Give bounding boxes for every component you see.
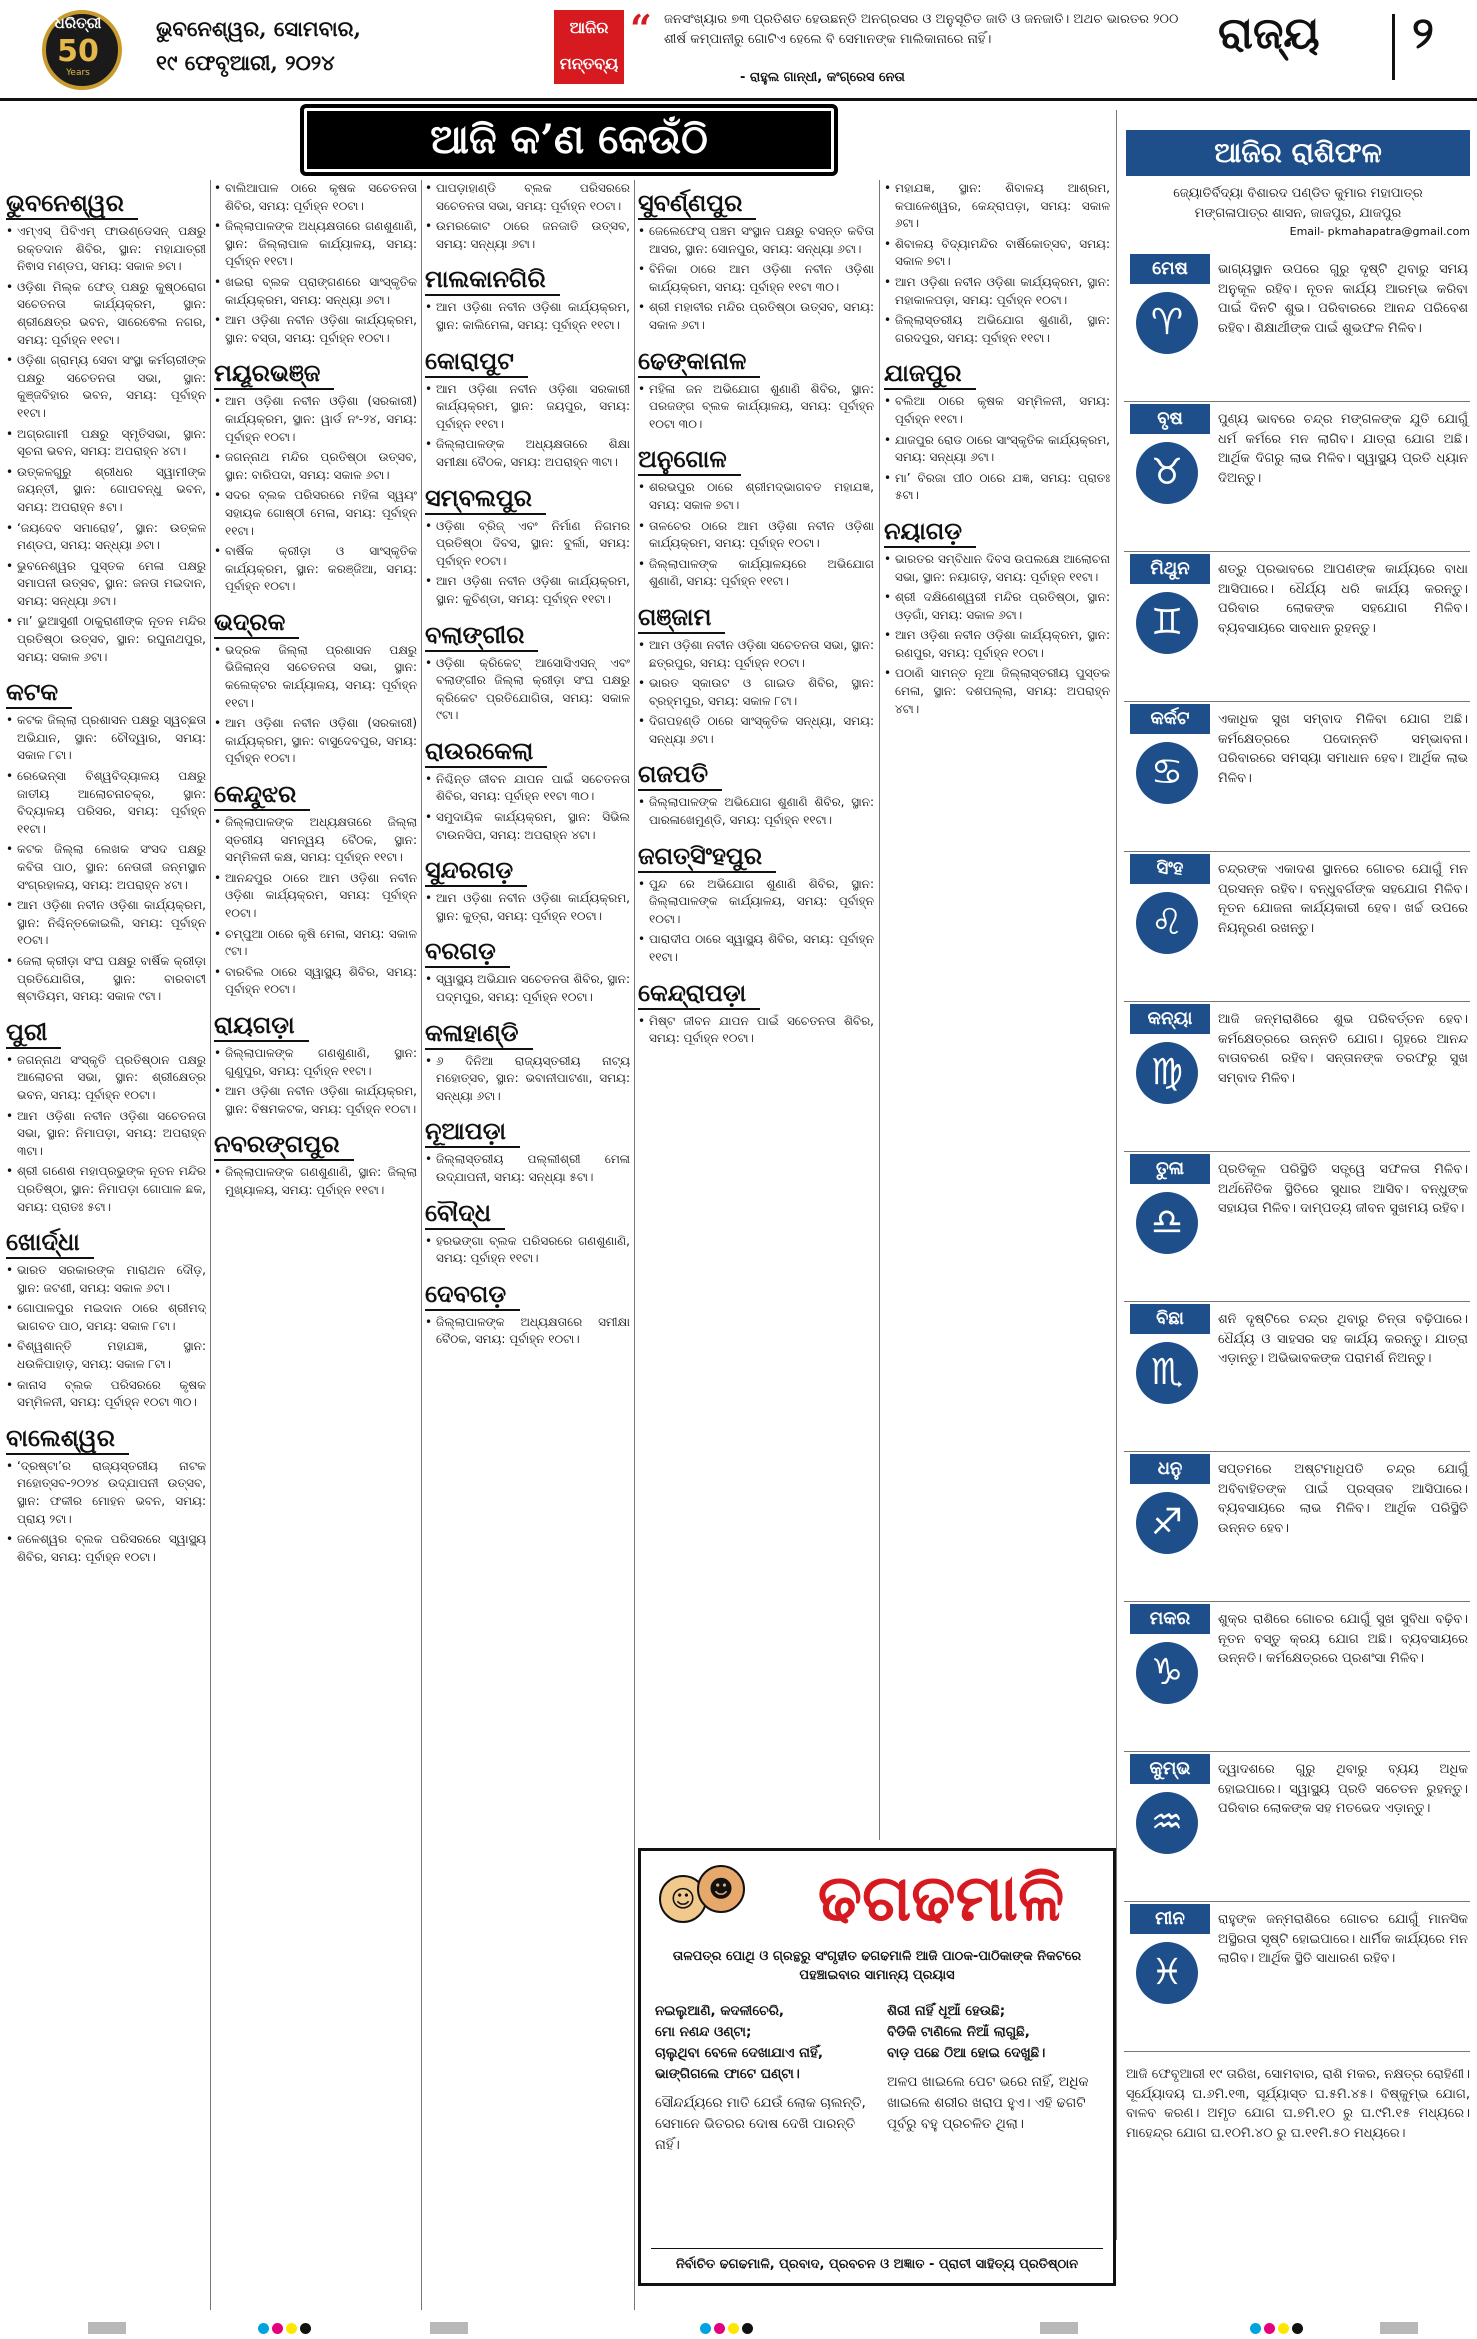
event-entry: • ଜଗନ୍ନାଥ ମନ୍ଦିର ପ୍ରତିଷ୍ଠା ଉତ୍ସବ, ସ୍ଥାନ: ବାରିପଦା, ସମୟ: ସକାଳ ୬ଟା।: [214, 449, 417, 484]
event-entry: • ସ୍ୱାସ୍ଥ୍ୟ ଅଭିଯାନ ସଚେତନତା ଶିବିର, ସ୍ଥାନ: ପଦ୍ମପୁର, ସମୟ: ପୂର୍ବାହ୍ନ ୧୦ଟା।: [425, 971, 630, 1006]
event-entry: • ଜେଲେଫେସ୍ ପଞ୍ଚମ ସଂସ୍ଥାନ ପକ୍ଷରୁ ବସନ୍ତ କବିତା ଆସର, ସ୍ଥାନ: ସୋନପୁର, ସମୟ: ସନ୍ଧ୍ୟା ୬ଟା।: [638, 223, 874, 258]
event-entry: • ବିଶ୍ୱଶାନ୍ତି ମହାଯଜ୍ଞ, ସ୍ଥାନ: ଧଉଳିପାହାଡ଼, ସମୟ: ସକାଳ ୮ଟା।: [6, 1338, 206, 1373]
district-heading: ମୟୂରଭଞ୍ଜ: [214, 358, 334, 390]
event-entry: • ଜିଲ୍ଲାପାଳଙ୍କ ଗଣଶୁଣାଣି, ସ୍ଥାନ: ଗୁଣୁପୁର, ସମୟ: ପୂର୍ବାହ୍ନ ୧୧ଟା।: [214, 1045, 417, 1080]
quote-text: ଜନସଂଖ୍ୟାର ୭୩ ପ୍ରତିଶତ ହେଉଛନ୍ତି ଅନଗ୍ରସର ଓ ଅନୁସୂଚିତ ଜାତି ଓ ଜନଜାତି। ଅଥଚ ଭାରତର ୨୦୦ ଶୀର୍ଷ କମ୍ପାନୀରୁ ଗୋଟିଏ ହେଲେ ବି ସେମାନଙ୍କ ମାଲିକାନାରେ ନାହିଁ।: [664, 12, 1179, 47]
column-rule: [210, 180, 211, 2310]
section-title: ରାଜ୍ୟ: [1218, 8, 1320, 59]
horoscope-sign-text: ଦ୍ୱାଦଶରେ ଗୁରୁ ଥିବାରୁ ବ୍ୟୟ ଅଧିକ ହୋଇପାରେ। ସ୍ୱାସ୍ଥ୍ୟ ପ୍ରତି ସଚେତନ ରୁହନ୍ତୁ। ପରିବାର ଲୋକଙ୍କ ସହ ମତଭେଦ ଏଡ଼ାନ୍ତୁ।: [1218, 1762, 1468, 1816]
event-entry: • ଶ୍ରୀ ଗଣେଶ ମହାପ୍ରଭୁଙ୍କ ନୂତନ ମନ୍ଦିର ପ୍ରତିଷ୍ଠା, ସ୍ଥାନ: ନିମାପଡ଼ା ଗୋପାଳ ଛକ, ସମୟ: ପ୍ରାତଃ ୫ଟା।: [6, 1163, 206, 1216]
quote-author: - ରାହୁଲ ଗାନ୍ଧୀ, କଂଗ୍ରେସ ନେତା: [740, 70, 905, 85]
event-entry: • ଆମ ଓଡ଼ିଶା ନବୀନ ଓଡ଼ିଶା କାର୍ଯ୍ୟକ୍ରମ, ସ୍ଥାନ: ନିଶ୍ଚିନ୍ତକୋଇଲି, ସମୟ: ପୂର୍ବାହ୍ନ ୧୦ଟା।: [6, 897, 206, 950]
event-entry: • ଜଳେଶ୍ୱର ବ୍ଲକ ପରିସରରେ ସ୍ୱାସ୍ଥ୍ୟ ଶିବିର, ସମୟ: ପୂର୍ବାହ୍ନ ୧୦ଟା।: [6, 1531, 206, 1566]
proverb-verse-right: [887, 2001, 1099, 2135]
masthead: [0, 0, 1477, 101]
proverb-title: ଢଗଢମାଳି: [817, 1861, 1065, 1936]
event-entry: • ଉତ୍କଳଗୁରୁ ଶ୍ରୀଧର ସ୍ୱାମୀଙ୍କ ଜୟନ୍ତୀ, ସ୍ଥାନ: ଗୋପବନ୍ଧୁ ଭବନ, ସମୟ: ଅପରାହ୍ନ ୫ଟା।: [6, 464, 206, 517]
event-entry: • ମହିଳା ଜନ ଅଭିଯୋଗ ଶୁଣାଣି ଶିବିର, ସ୍ଥାନ: ପରଜଙ୍ଗ ବ୍ଲକ କାର୍ଯ୍ୟାଳୟ, ସମୟ: ପୂର୍ବାହ୍ନ ୧୦ଟା ୩୦।: [638, 381, 874, 434]
district-heading: ବରଗଡ଼: [425, 936, 510, 968]
horoscope-sign-block: [1124, 554, 1470, 702]
quote-mark-icon: “: [630, 6, 652, 51]
event-entry: • ଆମ ଓଡ଼ିଶା ନବୀନ ଓଡ଼ିଶା କାର୍ଯ୍ୟକ୍ରମ, ସ୍ଥାନ: କୁତ୍ରା, ସମୟ: ପୂର୍ବାହ୍ନ ୧୦ଟା।: [425, 890, 630, 925]
events-column-2: [214, 180, 417, 2320]
events-column-3: [425, 180, 630, 2320]
event-entry: • ବାର୍ଷିକ କ୍ରୀଡ଼ା ଓ ସାଂସ୍କୃତିକ କାର୍ଯ୍ୟକ୍ରମ, ସ୍ଥାନ: କରଞ୍ଜିଆ, ସମୟ: ପୂର୍ବାହ୍ନ ୧୦ଟା।: [214, 543, 417, 596]
astrologer-name: ଜ୍ୟୋତିର୍ବିଦ୍ୟା ବିଶାରଦ ପଣ୍ଡିତ କୁମାର ମହାପାତ୍ର: [1173, 186, 1423, 201]
event-entry: • ଦିଗପହଣ୍ଡି ଠାରେ ସାଂସ୍କୃତିକ ସନ୍ଧ୍ୟା, ସମୟ: ସନ୍ଧ୍ୟା ୬ଟା।: [638, 713, 874, 748]
horoscope-sign-text: ପୁଣ୍ୟ ଭାବରେ ଚନ୍ଦ୍ର ମଙ୍ଗଳଙ୍କ ଯୁତି ଯୋଗୁଁ ଧର୍ମ କର୍ମରେ ମନ ଲାଗିବ। ଯାତ୍ରା ଯୋଗ ଅଛି। ଆର୍ଥିକ ଦିଗରୁ ଲାଭ ମିଳିବ। ସ୍ୱାସ୍ଥ୍ୟ ପ୍ରତି ଧ୍ୟାନ ଦିଅନ୍ତୁ।: [1218, 412, 1468, 486]
zodiac-icon: ♈: [1136, 292, 1198, 354]
district-heading: ରାଉରକେଲା: [425, 736, 547, 768]
event-entry: • ପାପଡ଼ାହାଣ୍ଡି ବ୍ଲକ ପରିସରରେ ସଚେତନତା ସଭା, ସମୟ: ପୂର୍ବାହ୍ନ ୧୦ଟା।: [425, 180, 630, 215]
event-entry: • ଆମ ଓଡ଼ିଶା ନବୀନ ଓଡ଼ିଶା ସଚେତନତା ସଭା, ସ୍ଥାନ: ନିମାପଡ଼ା, ସମୟ: ଅପରାହ୍ନ ୩ଟା।: [6, 1108, 206, 1161]
event-entry: • ଆମ ଓଡ଼ିଶା ନବୀନ ଓଡ଼ିଶା କାର୍ଯ୍ୟକ୍ରମ, ସ୍ଥାନ: ବସ୍ତା, ସମୟ: ପୂର୍ବାହ୍ନ ୧୦ଟା।: [214, 312, 417, 347]
registration-dot-yellow: [728, 2323, 739, 2334]
column-rule: [879, 180, 880, 1840]
horoscope-sign-text: ଭାଗ୍ୟସ୍ଥାନ ଉପରେ ଗୁରୁ ଦୃଷ୍ଟି ଥିବାରୁ ସମୟ ଅନୁକୂଳ ରହିବ। ନୂତନ କାର୍ଯ୍ୟ ଆରମ୍ଭ କରିବା ପାଇଁ ଦିନଟି ଶୁଭ। ପରିବାରରେ ଆନନ୍ଦ ପରିବେଶ ରହିବ। ଶିକ୍ଷାର୍ଥୀଙ୍କ ପାଇଁ ଶୁଭଫଳ ମିଳିବ।: [1218, 262, 1468, 336]
registration-dot-black: [300, 2323, 311, 2334]
horoscope-sign-text: ରାହୁଙ୍କ ଜନ୍ମରାଶିରେ ଗୋଚର ଯୋଗୁଁ ମାନସିକ ଅସ୍ଥିରତା ସୃଷ୍ଟି ହୋଇପାରେ। ଧାର୍ମିକ କାର୍ଯ୍ୟରେ ମନ ଲାଗିବ। ଆର୍ଥିକ ସ୍ଥିତି ସାଧାରଣ ରହିବ।: [1218, 1912, 1468, 1966]
cartoon-face-icon: ☻: [697, 1865, 745, 1913]
event-entry: • ଅଗ୍ରଗାମୀ ପକ୍ଷରୁ ସ୍ମୃତିସଭା, ସ୍ଥାନ: ସୂଚନା ଭବନ, ସମୟ: ଅପରାହ୍ନ ୪ଟା।: [6, 426, 206, 461]
event-entry: • ଜିଲ୍ଲାପାଳଙ୍କ ଗଣଶୁଣାଣି, ସ୍ଥାନ: ଜିଲ୍ଲା ମୁଖ୍ୟାଳୟ, ସମୟ: ପୂର୍ବାହ୍ନ ୧୧ଟା।: [214, 1164, 417, 1199]
district-heading: ଭଦ୍ରକ: [214, 607, 299, 639]
event-entry: • ‘ଜୟଦେବ ସମାରୋହ’, ସ୍ଥାନ: ଉତ୍କଳ ମଣ୍ଡପ, ସମୟ: ସନ୍ଧ୍ୟା ୬ଟା।: [6, 520, 206, 555]
page-number: ୨: [1412, 8, 1434, 59]
horoscope-divider: [1124, 1301, 1470, 1302]
horoscope-sign-text: ସପ୍ତମରେ ଅଷ୍ଟମାଧିପତି ଚନ୍ଦ୍ର ଯୋଗୁଁ ଅବିବାହିତଙ୍କ ପାଇଁ ପ୍ରସ୍ତାବ ଆସିପାରେ। ବ୍ୟବସାୟରେ ଲାଭ ମିଳିବ। ଆର୍ଥିକ ପରିସ୍ଥିତି ଉନ୍ନତ ହେବ।: [1218, 1462, 1468, 1536]
horoscope-sign-label: ଧନୁ: [1130, 1454, 1210, 1484]
events-column-4: [638, 180, 874, 1840]
registration-dot-cyan: [258, 2323, 269, 2334]
cartoon-face-icon: ☺: [659, 1875, 707, 1923]
event-entry: • ଯାଜପୁର ରୋଡ ଠାରେ ସାଂସ୍କୃତିକ କାର୍ଯ୍ୟକ୍ରମ, ସମୟ: ସନ୍ଧ୍ୟା ୬ଟା।: [884, 432, 1110, 467]
event-entry: • ଜିଲ୍ଲାସ୍ତରୀୟ ପଲ୍ଲୀଶ୍ରୀ ମେଳା ଉଦ୍‌ଯାପନୀ, ସମୟ: ସନ୍ଧ୍ୟା ୫ଟା।: [425, 1151, 630, 1186]
registration-dot-magenta: [714, 2323, 725, 2334]
district-heading: ନୟାଗଡ଼: [884, 516, 976, 548]
district-heading: ଗଞ୍ଜାମ: [638, 602, 725, 634]
event-entry: • ଜିଲ୍ଲାପାଳଙ୍କ ଅଧ୍ୟକ୍ଷତାରେ ସମୀକ୍ଷା ବୈଠକ, ସମୟ: ପୂର୍ବାହ୍ନ ୧୦ଟା।: [425, 1314, 630, 1349]
horoscope-sign-label: କର୍କଟ: [1130, 704, 1210, 734]
horoscope-sign-block: [1124, 1004, 1470, 1152]
section-divider: [1392, 14, 1395, 80]
dateline: [156, 12, 396, 80]
event-entry: • ବିନିକା ଠାରେ ଆମ ଓଡ଼ିଶା ନବୀନ ଓଡ଼ିଶା କାର୍ଯ୍ୟକ୍ରମ, ସମୟ: ପୂର୍ବାହ୍ନ ୧୧ଟା ୩୦।: [638, 261, 874, 296]
district-heading: ନୂଆପଡ଼ା: [425, 1116, 520, 1148]
event-entry: • ଜିଲ୍ଲାପାଳଙ୍କ ଅଭିଯୋଗ ଶୁଣାଣି ଶିବିର, ସ୍ଥାନ: ପାରଳାଖେମୁଣ୍ଡି, ସମୟ: ପୂର୍ବାହ୍ନ ୧୧ଟା।: [638, 794, 874, 829]
logo-anniversary-number: 50: [57, 34, 99, 69]
proverb-verse-left: [655, 2001, 867, 2156]
horoscope-sign-text: ପ୍ରତିକୂଳ ପରିସ୍ଥିତି ସତ୍ତ୍ୱେ ସଫଳତା ମିଳିବ। ଅର୍ଥନୈତିକ ସ୍ଥିତିରେ ସୁଧାର ଆସିବ। ବନ୍ଧୁଙ୍କ ସହାୟତା ମିଳିବ। ଦାମ୍ପତ୍ୟ ଜୀବନ ସୁଖମୟ ରହିବ।: [1218, 1162, 1468, 1216]
horoscope-sign-label: ବୃଷ: [1130, 404, 1210, 434]
proverb-box: [638, 1848, 1116, 2286]
event-entry: • ଭୁବନେଶ୍ୱର ପୁସ୍ତକ ମେଳା ପକ୍ଷରୁ ସମାପନୀ ଉତ୍ସବ, ସ୍ଥାନ: ଜନତା ମଇଦାନ, ସମୟ: ସନ୍ଧ୍ୟା ୬ଟା।: [6, 558, 206, 611]
horoscope-sign-block: [1124, 1304, 1470, 1452]
zodiac-icon: ♓: [1136, 1942, 1198, 2004]
horoscope-sign-block: [1124, 1904, 1470, 2052]
event-entry: • ଆମ ଓଡ଼ିଶା ନବୀନ ଓଡ଼ିଶା ସରକାରୀ କାର୍ଯ୍ୟକ୍ରମ, ସ୍ଥାନ: ଜୟପୁର, ସମୟ: ପୂର୍ବାହ୍ନ ୧୧ଟା।: [425, 381, 630, 434]
horoscope-sign-block: [1124, 1154, 1470, 1302]
dateline-place-day: ଭୁବନେଶ୍ୱର, ସୋମବାର,: [156, 16, 361, 41]
event-entry: • ବଲିଆ ଠାରେ କୃଷକ ସମ୍ମିଳନୀ, ସମୟ: ପୂର୍ବାହ୍ନ ୧୧ଟା।: [884, 393, 1110, 428]
proverb-line: ଅଳପ ଖାଇଲେ ପେଟ ଭରେ ନାହିଁ, ଅଧିକ ଖାଇଲେ ଶରୀର ଖରାପ ହୁଏ। ଏହି ଢଗଟି ପୂର୍ବରୁ ବହୁ ପ୍ରଚଳିତ ଥିଲା।: [887, 2074, 1089, 2132]
district-heading: ଜଗତ୍‌ସିଂହପୁର: [638, 841, 776, 873]
horoscope-sign-label: କନ୍ୟା: [1130, 1004, 1210, 1034]
proverb-line: ସୌନ୍ଦର୍ଯ୍ୟରେ ମାତି ଯେଉଁ ଲୋକ ଚାଲନ୍ତି, ସେମାନେ ଭିତରର ଦୋଷ ଦେଖି ପାରନ୍ତି ନାହିଁ।: [655, 2095, 866, 2153]
registration-dot-yellow: [286, 2323, 297, 2334]
panjika-text: ଆଜି ଫେବୃଆରୀ ୧୯ ତାରିଖ, ସୋମବାର, ରାଶି ମକର, ନକ୍ଷତ୍ର ରୋହିଣୀ। ସୂର୍ଯ୍ୟୋଦୟ ଘ.୬ମି.୧୩, ସୂର୍ଯ୍ୟାସ୍ତ ଘ.୫ମି.୪୫। ବିଷ୍କୁମ୍ଭ ଯୋଗ, ବାଳବ କରଣ। ଅମୃତ ଯୋଗ ଘ.୭ମି.୧୦ ରୁ ଘ.୯ମି.୧୫ ମଧ୍ୟରେ। ମାହେନ୍ଦ୍ର ଯୋଗ ଘ.୧୦ମି.୪୦ ରୁ ଘ.୧୧ମି.୫୦ ମଧ୍ୟରେ।: [1126, 2067, 1470, 2141]
horoscope-divider: [1124, 701, 1470, 702]
district-heading: ଅନୁଗୋଳ: [638, 444, 741, 476]
astrologer-address: ମଙ୍ଗଳାପାତ୍ର ଶାସନ, ଜାଜପୁର, ଯାଜପୁର: [1194, 206, 1402, 221]
horoscope-sign-text: ଏକାଧିକ ସୁଖ ସମ୍ବାଦ ମିଳିବା ଯୋଗ ଅଛି। କର୍ମକ୍ଷେତ୍ରରେ ପଦୋନ୍ନତି ସମ୍ଭାବନା। ପରିବାରରେ ସମସ୍ୟା ସମାଧାନ ହେବ। ଆର୍ଥିକ ଲାଭ ମିଳିବ।: [1218, 712, 1468, 786]
event-entry: • ବାରବିଲ ଠାରେ ସ୍ୱାସ୍ଥ୍ୟ ଶିବିର, ସମୟ: ପୂର୍ବାହ୍ନ ୧୦ଟା।: [214, 964, 417, 999]
proverb-line: ମୋ ନଣନ୍ଦ ଓଣ୍ଟା;: [655, 2024, 752, 2040]
registration-dot-magenta: [272, 2323, 283, 2334]
horoscope-divider: [1124, 1151, 1470, 1152]
horoscope-sign-label: ସିଂହ: [1130, 854, 1210, 884]
event-entry: • ଆମ ଓଡ଼ିଶା ନବୀନ ଓଡ଼ିଶା କାର୍ଯ୍ୟକ୍ରମ, ସ୍ଥାନ: ବିଷମକଟକ, ସମୟ: ପୂର୍ବାହ୍ନ ୧୦ଟା।: [214, 1083, 417, 1118]
zodiac-icon: ♊: [1136, 592, 1198, 654]
registration-bar: [88, 2322, 126, 2334]
horoscope-divider: [1124, 1451, 1470, 1452]
district-heading: ରାୟଗଡ଼ା: [214, 1010, 309, 1042]
event-entry: • ଶରଭପୁର ଠାରେ ଶ୍ରୀମଦ୍ଭାଗବତ ମହାଯଜ୍ଞ, ସମୟ: ସକାଳ ୭ଟା।: [638, 479, 874, 514]
registration-bar: [1380, 2322, 1418, 2334]
event-entry: • ଗୋପାଳପୁର ମଇଦାନ ଠାରେ ଶ୍ରୀମଦ୍ ଭାଗବତ ପାଠ, ସମୟ: ସକାଳ ୮ଟା।: [6, 1300, 206, 1335]
horoscope-divider: [1124, 1001, 1470, 1002]
district-heading: ମାଲକାନଗିରି: [425, 264, 560, 296]
event-entry: • ମହାଯଜ୍ଞ, ସ୍ଥାନ: ଶିବାଳୟ ଆଶ୍ରମ, କପାଳେଶ୍ୱର, କେନ୍ଦ୍ରାପଡ଼ା, ସମୟ: ସକାଳ ୬ଟା।: [884, 180, 1110, 233]
district-heading: କେନ୍ଦ୍ରାପଡ଼ା: [638, 978, 760, 1010]
horoscope-divider: [1124, 2051, 1470, 2052]
event-entry: • ଆନନ୍ଦପୁର ଠାରେ ଆମ ଓଡ଼ିଶା ନବୀନ ଓଡ଼ିଶା କାର୍ଯ୍ୟକ୍ରମ, ସମୟ: ପୂର୍ବାହ୍ନ ୧୦ଟା।: [214, 870, 417, 923]
registration-bar: [1040, 2322, 1078, 2334]
district-heading: ସୁବର୍ଣ୍ଣପୁର: [638, 188, 756, 220]
zodiac-icon: ♐: [1136, 1492, 1198, 1554]
zodiac-icon: ♋: [1136, 742, 1198, 804]
district-heading: ଯାଜପୁର: [884, 358, 976, 390]
horoscope-divider: [1124, 401, 1470, 402]
horoscope-sign-text: ଶନି ଦୃଷ୍ଟିରେ ଚନ୍ଦ୍ର ଥିବାରୁ ଚିନ୍ତା ବଢ଼ିପାରେ। ଧୈର୍ଯ୍ୟ ଓ ସାହସର ସହ କାର୍ଯ୍ୟ କରନ୍ତୁ। ଯାତ୍ରା ଏଡ଼ାନ୍ତୁ। ଅଭିଭାବକଙ୍କ ପରାମର୍ଶ ନିଅନ୍ତୁ।: [1218, 1312, 1468, 1366]
registration-dot-black: [742, 2323, 753, 2334]
event-entry: • ଉମରକୋଟ ଠାରେ ଜନଜାତି ଉତ୍ସବ, ସମୟ: ସନ୍ଧ୍ୟା ୬ଟା।: [425, 218, 630, 253]
event-entry: • ଆମ ଓଡ଼ିଶା ନବୀନ ଓଡ଼ିଶା କାର୍ଯ୍ୟକ୍ରମ, ସ୍ଥାନ: କୁଚିଣ୍ଡା, ସମୟ: ପୂର୍ବାହ୍ନ ୧୧ଟା।: [425, 573, 630, 608]
horoscope-divider: [1124, 1901, 1470, 1902]
horoscope-sign-block: [1124, 404, 1470, 552]
column-rule: [421, 180, 422, 2310]
logo-years-label: Years: [66, 68, 90, 78]
horoscope-divider: [1124, 1751, 1470, 1752]
district-heading: କଳାହାଣ୍ଡି: [425, 1018, 533, 1050]
registration-dot-cyan: [700, 2323, 711, 2334]
events-column-1: [6, 180, 206, 2300]
district-heading: ଗଜପତି: [638, 759, 722, 791]
district-heading: ବଲାଙ୍ଗୀର: [425, 620, 538, 652]
district-heading: କୋରାପୁଟ: [425, 346, 528, 378]
district-heading: ଢେଙ୍କାନାଳ: [638, 346, 760, 378]
registration-dot-magenta: [1264, 2323, 1275, 2334]
event-entry: • ଜିଲ୍ଲାପାଳଙ୍କ ଅଧ୍ୟକ୍ଷତାରେ ଜିଲ୍ଲା ସ୍ତରୀୟ ସମନ୍ୱୟ ବୈଠକ, ସ୍ଥାନ: ସମ୍ମିଳନୀ କକ୍ଷ, ସମୟ: ପୂର୍ବାହ୍ନ ୧୧ଟା।: [214, 814, 417, 867]
proverb-credit: ନିର୍ବାଚିତ ଢଗଢମାଳି, ପ୍ରବାଦ, ପ୍ରବଚନ ଓ ଅଜ୍ଞାତ - ପ୍ରାଚୀ ସାହିତ୍ୟ ପ୍ରତିଷ୍ଠାନ: [651, 2248, 1103, 2275]
quote-of-the-day-tag: ଆଜିର ମନ୍ତବ୍ୟ: [554, 10, 624, 84]
event-entry: • ଖଇରା ବ୍ଲକ ପ୍ରାଙ୍ଗଣରେ ସାଂସ୍କୃତିକ କାର୍ଯ୍ୟକ୍ରମ, ସମୟ: ସନ୍ଧ୍ୟା ୬ଟା।: [214, 274, 417, 309]
horoscope-sign-block: [1124, 1754, 1470, 1902]
proverb-line: ନଇଲୁଆଣି, କଦଳୀଚେରି,: [655, 2003, 785, 2019]
event-entry: • ଓଡ଼ିଶା ଗ୍ରାମ୍ୟ ସେବା ସଂସ୍ଥା କର୍ମଚାରୀଙ୍କ ପକ୍ଷରୁ ସଚେତନତା ସଭା, ସ୍ଥାନ: କୁଞ୍ଜବିହାର ଭବନ, ସମୟ: ପୂର୍ବାହ୍ନ ୧୧ଟା।: [6, 352, 206, 422]
district-heading: ସମ୍ବଲପୁର: [425, 483, 546, 515]
proverb-line: ବାଡ଼ ପଛେ ଠିଆ ହୋଇ ଦେଖୁଛି।: [887, 2045, 1046, 2061]
event-entry: • ଭାରତର ସମ୍ବିଧାନ ଦିବସ ଉପଲକ୍ଷେ ଆଲୋଚନା ସଭା, ସ୍ଥାନ: ନୟାଗଡ଼, ସମୟ: ପୂର୍ବାହ୍ନ ୧୧ଟା।: [884, 551, 1110, 586]
horoscope-divider: [1124, 1601, 1470, 1602]
event-entry: • ରେଭେନ୍ସା ବିଶ୍ୱବିଦ୍ୟାଳୟ ପକ୍ଷରୁ ଜାତୀୟ ଆଲୋଚନାଚକ୍ର, ସ୍ଥାନ: ବିଦ୍ୟାଳୟ ପରିସର, ସମୟ: ପୂର୍ବାହ୍ନ ୧୧ଟା।: [6, 768, 206, 838]
zodiac-icon: ♌: [1136, 892, 1198, 954]
event-entry: • ମା’ ବିରଜା ପୀଠ ଠାରେ ଯଜ୍ଞ, ସମୟ: ପ୍ରାତଃ ୫ଟା।: [884, 470, 1110, 505]
event-entry: • ଶ୍ରୀ ମହାବୀର ମନ୍ଦିର ପ୍ରତିଷ୍ଠା ଉତ୍ସବ, ସମୟ: ସକାଳ ୬ଟା।: [638, 299, 874, 334]
event-entry: • ବାଲିଆପାଳ ଠାରେ କୃଷକ ସଚେତନତା ଶିବିର, ସମୟ: ପୂର୍ବାହ୍ନ ୧୦ଟା।: [214, 180, 417, 215]
horoscope-title: ଆଜିର ରାଶିଫଳ: [1126, 130, 1470, 176]
registration-dot-yellow: [1278, 2323, 1289, 2334]
event-entry: • ଭଦ୍ରକ ଜିଲ୍ଲା ପ୍ରଶାସନ ପକ୍ଷରୁ ଭିଜିଲାନ୍ସ ସଚେତନତା ସଭା, ସ୍ଥାନ: କଲେକ୍ଟର କାର୍ଯ୍ୟାଳୟ, ସମୟ: ପୂର୍ବାହ୍ନ ୧୧ଟା।: [214, 642, 417, 712]
event-entry: • ଭାରତ ସରକାରଙ୍କ ମାରାଥନ ଦୌଡ଼, ସ୍ଥାନ: ଜଟଣୀ, ସମୟ: ସକାଳ ୬ଟା।: [6, 1262, 206, 1297]
logo-text: ଧରିତ୍ରୀ: [54, 14, 102, 32]
district-heading: ବୌଦ୍ଧ: [425, 1198, 505, 1230]
horoscope-divider: [1124, 851, 1470, 852]
event-entry: • କାନାସ ବ୍ଲକ ପରିସରରେ କୃଷକ ସମ୍ମିଳନୀ, ସମୟ: ପୂର୍ବାହ୍ନ ୧୦ଟା ୩୦।: [6, 1377, 206, 1412]
events-banner-title: ଆଜି କ’ଣ କେଉଁଠି: [300, 104, 838, 176]
horoscope-sign-text: ଚନ୍ଦ୍ରଙ୍କ ଏକାଦଶ ସ୍ଥାନରେ ଗୋଚର ଯୋଗୁଁ ମନ ପ୍ରସନ୍ନ ରହିବ। ବନ୍ଧୁବର୍ଗଙ୍କ ସହଯୋଗ ମିଳିବ। ନୂତନ ଯୋଜନା କାର୍ଯ୍ୟକାରୀ ହେବ। ଖର୍ଚ୍ଚ ଉପରେ ନିୟନ୍ତ୍ରଣ ରଖନ୍ତୁ।: [1218, 862, 1468, 936]
proverb-line: ବିଡିକି ଟାଣିଲେ ନିଆଁ ଲାଗୁଛି,: [887, 2024, 1030, 2040]
horoscope-sign-label: ବିଛା: [1130, 1304, 1210, 1334]
horoscope-sign-block: [1124, 1454, 1470, 1602]
district-heading: ଭୁବନେଶ୍ୱର: [6, 188, 138, 220]
horoscope-sign-block: [1124, 854, 1470, 1002]
horoscope-sign-label: କୁମ୍ଭ: [1130, 1754, 1210, 1784]
event-entry: • ସଦର ବ୍ଲକ ପରିସରରେ ମହିଳା ସ୍ୱୟଂ ସହାୟକ ଗୋଷ୍ଠୀ ମେଳା, ସମୟ: ପୂର୍ବାହ୍ନ ୧୧ଟା।: [214, 487, 417, 540]
astrologer-email[interactable]: Email- pkmahapatra@gmail.com: [1289, 225, 1470, 238]
district-heading: ବାଲେଶ୍ୱର: [6, 1423, 129, 1455]
event-entry: • ଜିଲ୍ଲାସ୍ତରୀୟ ଅଭିଯୋଗ ଶୁଣାଣି, ସ୍ଥାନ: ଗରଦପୁର, ସମୟ: ପୂର୍ବାହ୍ନ ୧୧ଟା।: [884, 312, 1110, 347]
event-entry: • ‘ଦ୍ରଷ୍ଟା’ର ରାଜ୍ୟସ୍ତରୀୟ ନାଟକ ମହୋତ୍ସବ-୨୦୨୪ ଉଦ୍‌ଯାପନୀ ଉତ୍ସବ, ସ୍ଥାନ: ଫକୀର ମୋହନ ଭବନ, ସମୟ: ପ୍ରାୟ ୨ଟା।: [6, 1458, 206, 1528]
registration-dot-cyan: [1250, 2323, 1261, 2334]
district-heading: କଟକ: [6, 677, 72, 709]
zodiac-icon: ♉: [1136, 442, 1198, 504]
event-entry: • ଜିଲ୍ଲାପାଳଙ୍କ ଅଧ୍ୟକ୍ଷତାରେ ଗଣଶୁଣାଣି, ସ୍ଥାନ: ଜିଲ୍ଲାପାଳ କାର୍ଯ୍ୟାଳୟ, ସମୟ: ପୂର୍ବାହ୍ନ ୧୧ଟା।: [214, 218, 417, 271]
events-column-5: [884, 180, 1110, 1840]
horoscope-divider: [1124, 551, 1470, 552]
event-entry: • ୬ ଦିନିଆ ରାଜ୍ୟସ୍ତରୀୟ ନାଟ୍ୟ ମହୋତ୍ସବ, ସ୍ଥାନ: ଭବାନୀପାଟଣା, ସମୟ: ସନ୍ଧ୍ୟା ୬ଟା।: [425, 1053, 630, 1106]
event-entry: • ଓଡ଼ିଶା ମିଲ୍କ ଫେଡ୍ ପକ୍ଷରୁ କୁଷ୍ଠରୋଗ ସଚେତନତା କାର୍ଯ୍ୟକ୍ରମ, ସ୍ଥାନ: ଶ୍ରୀକ୍ଷେତ୍ର ଭବନ, ସାରେଵେଲ ନଗର, ସମୟ: ପୂର୍ବାହ୍ନ ୧୧ଟା।: [6, 279, 206, 349]
event-entry: • ଜଗନ୍ନାଥ ସଂସ୍କୃତି ପ୍ରତିଷ୍ଠାନ ପକ୍ଷରୁ ଆଲୋଚନା ସଭା, ସ୍ଥାନ: ଶ୍ରୀକ୍ଷେତ୍ର ଭବନ, ସମୟ: ପୂର୍ବାହ୍ନ ୧୦ଟା।: [6, 1052, 206, 1105]
event-entry: • ଚମ୍ପୁଆ ଠାରେ କୃଷି ମେଳା, ସମୟ: ସକାଳ ୯ଟା।: [214, 926, 417, 961]
event-entry: • ଆମ ଓଡ଼ିଶା ନବୀନ ଓଡ଼ିଶା କାର୍ଯ୍ୟକ୍ରମ, ସ୍ଥାନ: ରଣପୁର, ସମୟ: ପୂର୍ବାହ୍ନ ୧୦ଟା।: [884, 627, 1110, 662]
district-heading: ନବରଙ୍ଗପୁର: [214, 1129, 354, 1161]
horoscope-sign-block: [1124, 254, 1470, 402]
horoscope-sign-label: ମିଥୁନ: [1130, 554, 1210, 584]
district-heading: ସୁନ୍ଦରଗଡ଼: [425, 855, 527, 887]
district-heading: ଦେବଗଡ଼: [425, 1279, 520, 1311]
event-entry: • ଆମ ଓଡ଼ିଶା ନବୀନ ଓଡ଼ିଶା (ସରକାରୀ) କାର୍ଯ୍ୟକ୍ରମ, ସ୍ଥାନ: ବାସୁଦେବପୁର, ସମୟ: ପୂର୍ବାହ୍ନ ୧୦ଟା।: [214, 715, 417, 768]
zodiac-icon: ♎: [1136, 1192, 1198, 1254]
zodiac-icon: ♒: [1136, 1792, 1198, 1854]
event-entry: • ଓଡ଼ିଶା ବ୍ରିଜ୍ ଏବଂ ନିର୍ମାଣ ନିଗମର ପ୍ରତିଷ୍ଠା ଦିବସ, ସ୍ଥାନ: ବୁର୍ଲା, ସମୟ: ପୂର୍ବାହ୍ନ ୧୦ଟା।: [425, 518, 630, 571]
horoscope-sign-block: [1124, 704, 1470, 852]
district-heading: ପୁରୀ: [6, 1017, 61, 1049]
event-entry: • ଆମ ଓଡ଼ିଶା ନବୀନ ଓଡ଼ିଶା ସଚେତନତା ସଭା, ସ୍ଥାନ: ଛତ୍ରପୁର, ସମୟ: ପୂର୍ବାହ୍ନ ୧୦ଟା।: [638, 637, 874, 672]
event-entry: • ଆମ ଓଡ଼ିଶା ନବୀନ ଓଡ଼ିଶା (ସରକାରୀ) କାର୍ଯ୍ୟକ୍ରମ, ସ୍ଥାନ: ୱାର୍ଡ ନଂ-୨୪, ସମୟ: ପୂର୍ବାହ୍ନ ୧୦ଟା।: [214, 393, 417, 446]
event-entry: • ସମୁଦାୟିକ କାର୍ଯ୍ୟକ୍ରମ, ସ୍ଥାନ: ସିଭିଲ ଟାଉନସିପ, ସମୟ: ଅପରାହ୍ନ ୪ଟା।: [425, 809, 630, 844]
horoscope-sign-block: [1124, 1604, 1470, 1752]
zodiac-icon: ♏: [1136, 1342, 1198, 1404]
horoscope-sign-text: ଶୁକ୍ର ରାଶିରେ ଗୋଚର ଯୋଗୁଁ ସୁଖ ସୁବିଧା ବଢ଼ିବ। ନୂତନ ବସ୍ତୁ କ୍ରୟ ଯୋଗ ଅଛି। ବ୍ୟବସାୟରେ ଉନ୍ନତି। କର୍ମକ୍ଷେତ୍ରରେ ପ୍ରଶଂସା ମିଳିବ।: [1218, 1612, 1468, 1666]
proverb-line: ଶିରୀ ନାହିଁ ଧୂଆଁ ହେଉଛି;: [887, 2003, 1006, 2019]
district-heading: କେନ୍ଦୁଝର: [214, 779, 310, 811]
event-entry: • ଭାରତ ସ୍କାଉଟ ଓ ଗାଇଡ ଶିବିର, ସ୍ଥାନ: ବ୍ରହ୍ମପୁର, ସମୟ: ସକାଳ ୮ଟା।: [638, 675, 874, 710]
event-entry: • ମିଷ୍ଟ ଜୀବନ ଯାପନ ପାଇଁ ସଚେତନତା ଶିବିର, ସମୟ: ପୂର୍ବାହ୍ନ ୧୦ଟା।: [638, 1013, 874, 1048]
event-entry: • ଆମ ଓଡ଼ିଶା ନବୀନ ଓଡ଼ିଶା କାର୍ଯ୍ୟକ୍ରମ, ସ୍ଥାନ: କାଲିମେଳା, ସମୟ: ପୂର୍ବାହ୍ନ ୧୧ଟା।: [425, 299, 630, 334]
registration-bar: [430, 2322, 468, 2334]
event-entry: • ପାରାଦୀପ ଠାରେ ସ୍ୱାସ୍ଥ୍ୟ ଶିବିର, ସମୟ: ପୂର୍ବାହ୍ନ ୧୧ଟା।: [638, 931, 874, 966]
horoscope-sign-text: ଶତ୍ରୁ ପ୍ରଭାବରେ ଆପଣଙ୍କ କାର୍ଯ୍ୟରେ ବାଧା ଆସିପାରେ। ଧୈର୍ଯ୍ୟ ଧରି କାର୍ଯ୍ୟ କରନ୍ତୁ। ପରିବାର ଲୋକଙ୍କ ସହଯୋଗ ମିଳିବ। ବ୍ୟବସାୟରେ ସାବଧାନ ରୁହନ୍ତୁ।: [1218, 562, 1468, 636]
dateline-date: ୧୯ ଫେବୃଆରୀ, ୨୦୨୪: [156, 50, 335, 75]
column-rule: [1116, 110, 1117, 2240]
event-entry: • ଶିବାଳୟ ବିଦ୍ୟାମନ୍ଦିର ବାର୍ଷିକୋତ୍ସବ, ସମୟ: ସକାଳ ୭ଟା।: [884, 236, 1110, 271]
zodiac-icon: ♍: [1136, 1042, 1198, 1104]
proverb-line: ଚାଲୁଥିବା ବେଳେ ଦେଖାଯାଏ ନାହିଁ,: [655, 2045, 824, 2061]
horoscope-sign-label: ମେଷ: [1130, 254, 1210, 284]
newspaper-logo[interactable]: [22, 6, 134, 90]
event-entry: • ଜିଲ୍ଲାପାଳଙ୍କ କାର୍ଯ୍ୟାଳୟରେ ଅଭିଯୋଗ ଶୁଣାଣି, ସମୟ: ପୂର୍ବାହ୍ନ ୧୧ଟା।: [638, 556, 874, 591]
event-entry: • ଓଡ଼ିଶା କ୍ରିକେଟ୍ ଆସୋସିଏସନ୍ ଏବଂ ବଲାଙ୍ଗୀର ଜିଲ୍ଲା କ୍ରୀଡ଼ା ସଂଘ ପକ୍ଷରୁ କ୍ରିକେଟ ପ୍ରତିଯୋଗିତା, ସମୟ: ସକାଳ ୯ଟା।: [425, 655, 630, 725]
horoscope-sign-label: ମକର: [1130, 1604, 1210, 1634]
registration-dot-black: [1292, 2323, 1303, 2334]
proverb-line: ଭାଙ୍ଗିଗଲେ ଫାଟେ ଘଣ୍ଟା।: [655, 2066, 800, 2082]
event-entry: • ଶ୍ରୀ ଦକ୍ଷିଣେଶ୍ୱରୀ ମନ୍ଦିର ପ୍ରତିଷ୍ଠା, ସ୍ଥାନ: ଓଡ଼ଗାଁ, ସମୟ: ସକାଳ ୬ଟା।: [884, 589, 1110, 624]
event-entry: • ହରଭଙ୍ଗା ବ୍ଲକ ପରିସରରେ ଗଣଶୁଣାଣି, ସମୟ: ପୂର୍ବାହ୍ନ ୧୧ଟା।: [425, 1233, 630, 1268]
event-entry: • କଟକ ଜିଲ୍ଲା ଲେଖକ ସଂସଦ ପକ୍ଷରୁ କବିତା ପାଠ, ସ୍ଥାନ: ନେତାଜୀ ଜନ୍ମସ୍ଥାନ ସଂଗ୍ରହାଳୟ, ସମୟ: ଅପରାହ୍ନ ୪ଟା।: [6, 841, 206, 894]
horoscope-sign-text: ଆଜି ଜନ୍ମରାଶିରେ ଶୁଭ ପରିବର୍ତ୍ତନ ହେବ। କର୍ମକ୍ଷେତ୍ରରେ ଉନ୍ନତି ଯୋଗ। ଗୃହରେ ଆନନ୍ଦ ବାତାବରଣ ରହିବ। ସନ୍ତାନଙ୍କ ତରଫରୁ ସୁଖ ସମ୍ବାଦ ମିଳିବ।: [1218, 1012, 1468, 1086]
event-entry: • କଟକ ଜିଲ୍ଲା ପ୍ରଶାସନ ପକ୍ଷରୁ ସ୍ୱଚ୍ଛତା ଅଭିଯାନ, ସ୍ଥାନ: ଚୌଦ୍ୱାର, ସମୟ: ସକାଳ ୮ଟା।: [6, 712, 206, 765]
event-entry: • ପୁନ୍ଦ ରେ ଅଭିଯୋଗ ଶୁଣାଣି ଶିବିର, ସ୍ଥାନ: ଜିଲ୍ଲାପାଳଙ୍କ କାର୍ଯ୍ୟାଳୟ, ସମୟ: ପୂର୍ବାହ୍ନ ୧୦ଟା।: [638, 876, 874, 929]
event-entry: • ତାଳଚେର ଠାରେ ଆମ ଓଡ଼ିଶା ନବୀନ ଓଡ଼ିଶା କାର୍ଯ୍ୟକ୍ରମ, ସମୟ: ପୂର୍ବାହ୍ନ ୧୦ଟା।: [638, 518, 874, 553]
column-rule: [634, 180, 635, 2310]
district-heading: ଖୋର୍ଦ୍ଧା: [6, 1227, 94, 1259]
event-entry: • ଜେଲା କ୍ରୀଡ଼ା ସଂଘ ପକ୍ଷରୁ ବାର୍ଷିକ କ୍ରୀଡ଼ା ପ୍ରତିଯୋଗିତା, ସ୍ଥାନ: ବାରବାଟୀ ଷ୍ଟାଡିୟମ, ସମୟ: ସକାଳ ୯ଟା।: [6, 953, 206, 1006]
proverb-subtitle: ତାଳପତ୍ର ପୋଥି ଓ ଗ୍ରନ୍ଥରୁ ସଂଗୃହୀତ ଢଗଢମାଳି ଆଜି ପାଠକ-ପାଠିକାଙ୍କ ନିକଟରେ ପହଞ୍ଚାଇବାର ସାମାନ୍ୟ ପ୍ରୟାସ: [672, 1949, 1082, 1983]
event-entry: • ଆମ ଓଡ଼ିଶା ନବୀନ ଓଡ଼ିଶା କାର୍ଯ୍ୟକ୍ରମ, ସ୍ଥାନ: ମହାକାଳପଡ଼ା, ସମୟ: ପୂର୍ବାହ୍ନ ୧୦ଟା।: [884, 274, 1110, 309]
event-entry: • ଏମ୍‌ଏସ୍ ପିବିଏମ୍ ଫାଉଣ୍ଡେସନ୍ ପକ୍ଷରୁ ରକ୍ତଦାନ ଶିବିର, ସ୍ଥାନ: ମହାଯାତ୍ରୀ ନିଵାସ ମଣ୍ଡପ, ସମୟ: ସକାଳ ୭ଟା।: [6, 223, 206, 276]
event-entry: • ଜିଲ୍ଲାପାଳଙ୍କ ଅଧ୍ୟକ୍ଷତାରେ ଶିକ୍ଷା ସମୀକ୍ଷା ବୈଠକ, ସମୟ: ଅପରାହ୍ନ ୩ଟା।: [425, 436, 630, 471]
horoscope-sign-label: ତୁଳା: [1130, 1154, 1210, 1184]
zodiac-icon: ♑: [1136, 1642, 1198, 1704]
event-entry: • ମା’ ଭୁଆସୁଣୀ ଠାକୁରାଣୀଙ୍କ ନୂତନ ମନ୍ଦିର ପ୍ରତିଷ୍ଠା ଉତ୍ସବ, ସ୍ଥାନ: ରଘୁନାଥପୁର, ସମୟ: ସକାଳ ୬ଟା।: [6, 613, 206, 666]
horoscope-sign-label: ମୀନ: [1130, 1904, 1210, 1934]
print-registration-strip: [0, 2318, 1477, 2339]
event-entry: • ପଠାଣି ସାମନ୍ତ ନୂଆ ଜିଲ୍ଲାସ୍ତରୀୟ ପୁସ୍ତକ ମେଳା, ସ୍ଥାନ: ଦଶପଲ୍ଲା, ସମୟ: ଅପରାହ୍ନ ୪ଟା।: [884, 665, 1110, 718]
event-entry: • ନିଶ୍ଚିନ୍ତ ଜୀବନ ଯାପନ ପାଇଁ ସଚେତନତା ଶିବିର, ସମୟ: ପୂର୍ବାହ୍ନ ୧୧ଟା ୩୦।: [425, 771, 630, 806]
